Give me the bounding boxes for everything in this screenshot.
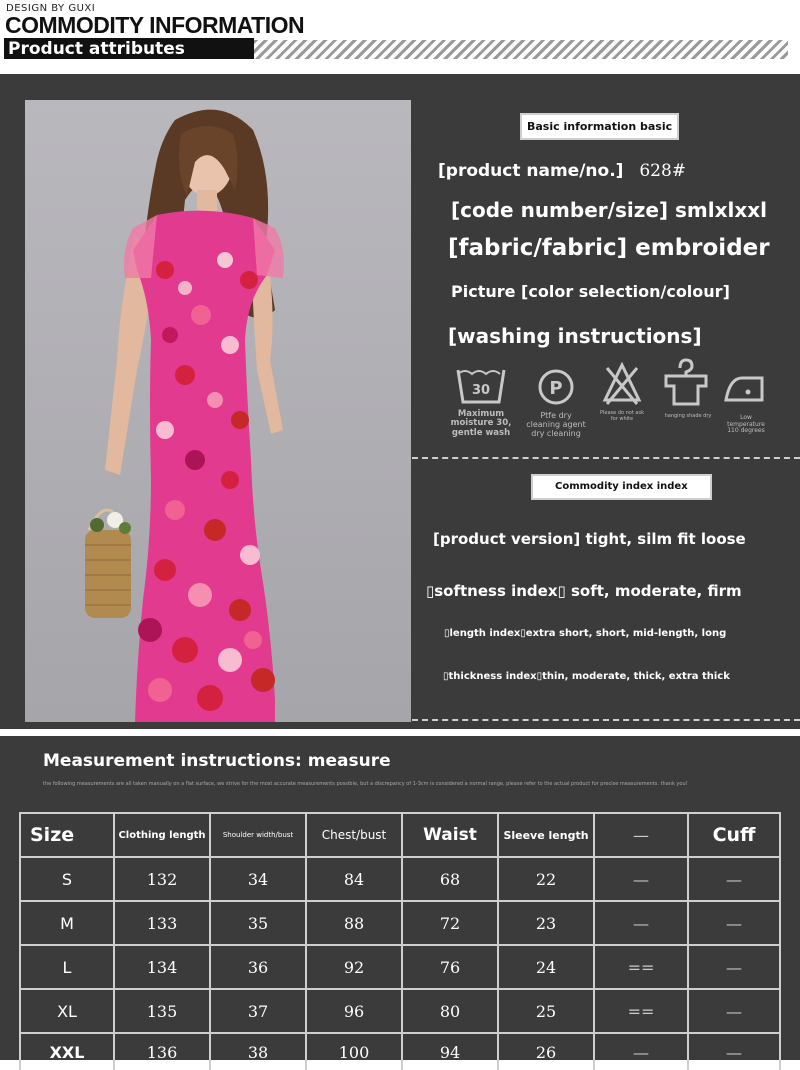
cell: — bbox=[594, 857, 688, 901]
header-cuff: Cuff bbox=[688, 813, 780, 857]
header-sleeve-length: Sleeve length bbox=[498, 813, 594, 857]
cell: 23 bbox=[498, 901, 594, 945]
iron-low-icon bbox=[722, 368, 766, 406]
header-shoulder-width: Shoulder width/bust bbox=[210, 813, 306, 857]
cell: 88 bbox=[306, 901, 402, 945]
basic-info-tag: Basic information basic bbox=[520, 113, 679, 140]
cell: — bbox=[688, 989, 780, 1033]
color-row: Picture [color selection/colour] bbox=[451, 282, 730, 301]
row-size: S bbox=[20, 857, 114, 901]
table-row bbox=[20, 857, 780, 901]
cell: 94 bbox=[402, 1033, 498, 1070]
commodity-header bbox=[0, 0, 800, 74]
row-size: XL bbox=[20, 989, 114, 1033]
measurement-note: the following measurements are all taken manually on a flat surface, we strive for the most accurate measurements possible, but a discrepancy of 1-3cm is considered a normal range, please refer to the actual product for precise measurements. thank you! bbox=[43, 781, 688, 787]
cell: 72 bbox=[402, 901, 498, 945]
commodity-title: COMMODITY INFORMATION bbox=[5, 12, 305, 38]
size-table bbox=[19, 812, 781, 1070]
thickness-row: ▯thickness index▯thin, moderate, thick, extra thick bbox=[443, 671, 730, 682]
measurement-title: Measurement instructions: measure bbox=[43, 751, 391, 771]
cell: — bbox=[688, 1033, 780, 1070]
header-clothing-length: Clothing length bbox=[114, 813, 210, 857]
cell: 132 bbox=[114, 857, 210, 901]
cell: 36 bbox=[210, 945, 306, 989]
header-size: Size bbox=[20, 813, 114, 857]
header-waist: Waist bbox=[402, 813, 498, 857]
cell: — bbox=[688, 945, 780, 989]
cell: 24 bbox=[498, 945, 594, 989]
cell: 22 bbox=[498, 857, 594, 901]
commodity-index-tag: Commodity index index bbox=[531, 474, 712, 500]
washing-title: [washing instructions] bbox=[448, 324, 702, 348]
svg-text:30: 30 bbox=[471, 383, 491, 398]
product-photo bbox=[25, 100, 411, 722]
table-row bbox=[20, 1033, 780, 1070]
cell: 84 bbox=[306, 857, 402, 901]
dry-clean-p-icon bbox=[536, 367, 576, 407]
row-size: M bbox=[20, 901, 114, 945]
table-row bbox=[20, 945, 780, 989]
cell: 134 bbox=[114, 945, 210, 989]
cell: == bbox=[594, 989, 688, 1033]
wash-label-1: Maximum moisture 30, gentle wash bbox=[450, 409, 512, 438]
softness-row: ▯softness index▯ soft, moderate, firm bbox=[426, 582, 742, 600]
divider-dashed-1 bbox=[412, 457, 800, 459]
design-by-text: DESIGN BY GUXI bbox=[6, 3, 96, 14]
cell: — bbox=[594, 901, 688, 945]
table-row bbox=[20, 901, 780, 945]
svg-text:P: P bbox=[549, 378, 563, 399]
wash-label-3: Please do not ask for white bbox=[600, 410, 644, 422]
cell: 34 bbox=[210, 857, 306, 901]
cell: 68 bbox=[402, 857, 498, 901]
cell: 37 bbox=[210, 989, 306, 1033]
cell: 38 bbox=[210, 1033, 306, 1070]
cell: — bbox=[688, 857, 780, 901]
fabric-row: [fabric/fabric] embroider bbox=[448, 235, 770, 261]
wash-30-icon bbox=[455, 364, 507, 406]
cell: 35 bbox=[210, 901, 306, 945]
size-row: [code number/size] smlxlxxl bbox=[451, 198, 768, 222]
cell: 26 bbox=[498, 1033, 594, 1070]
cell: 135 bbox=[114, 989, 210, 1033]
cell: 96 bbox=[306, 989, 402, 1033]
product-name-label: [product name/no.] bbox=[438, 161, 624, 181]
header-blank: — bbox=[594, 813, 688, 857]
cell: — bbox=[594, 1033, 688, 1070]
hatch-stripe bbox=[254, 40, 788, 59]
row-size: XXL bbox=[20, 1033, 114, 1070]
cell: 136 bbox=[114, 1033, 210, 1070]
cell: == bbox=[594, 945, 688, 989]
cell: 76 bbox=[402, 945, 498, 989]
cell: 25 bbox=[498, 989, 594, 1033]
header-chest-bust: Chest/bust bbox=[306, 813, 402, 857]
product-name-row bbox=[438, 161, 686, 181]
product-version-row: [product version] tight, silm fit loose bbox=[433, 530, 746, 548]
hanging-dry-icon bbox=[662, 358, 710, 406]
cell: 133 bbox=[114, 901, 210, 945]
wash-label-4: hanging shade dry bbox=[664, 413, 712, 419]
wash-label-2: Ptfe dry cleaning agent dry cleaning bbox=[526, 411, 586, 438]
section-title: Product attributes bbox=[8, 39, 185, 59]
row-size: L bbox=[20, 945, 114, 989]
cell: 92 bbox=[306, 945, 402, 989]
cell: — bbox=[688, 901, 780, 945]
product-number: 628# bbox=[639, 161, 687, 181]
wash-label-5: Low temperature 110 degrees bbox=[727, 414, 765, 435]
divider-dashed-2 bbox=[412, 719, 800, 721]
table-row bbox=[20, 989, 780, 1033]
size-table-header bbox=[20, 813, 780, 857]
cell: 80 bbox=[402, 989, 498, 1033]
no-bleach-icon bbox=[602, 362, 642, 406]
cell: 100 bbox=[306, 1033, 402, 1070]
length-row: ▯length index▯extra short, short, mid-length, long bbox=[444, 628, 727, 639]
